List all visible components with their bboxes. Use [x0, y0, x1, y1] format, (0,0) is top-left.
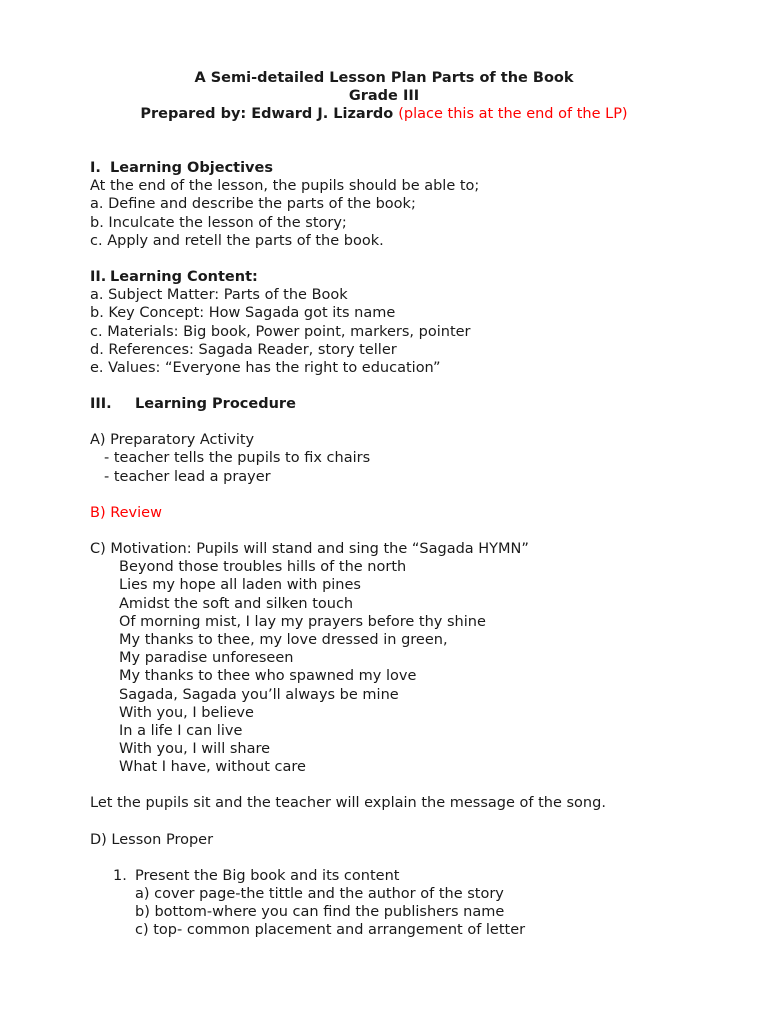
document-title: A Semi-detailed Lesson Plan Parts of the Book	[194, 70, 574, 86]
preparatory-item: - teacher lead a prayer	[104, 468, 271, 485]
motivation-after-text: Let the pupils sit and the teacher will explain the message of the song.	[90, 795, 606, 812]
review-label: B) Review	[90, 504, 162, 521]
song-lyric-line: Amidst the soft and silken touch	[119, 595, 354, 612]
preparatory-activity-label: A) Preparatory Activity	[90, 432, 255, 449]
section-heading-procedure: III. Learning Procedure	[90, 396, 296, 413]
grade-level: Grade III	[348, 88, 420, 105]
placement-note: (place this at the end of the LP)	[398, 106, 628, 123]
spacer	[90, 776, 730, 794]
song-lyric-line: My thanks to thee who spawned my love	[119, 668, 417, 685]
content-item: b. Key Concept: How Sagada got its name	[90, 305, 396, 322]
section-heading-objectives: I. Learning Objectives	[90, 160, 273, 176]
content-item: d. References: Sagada Reader, story teller	[90, 341, 397, 358]
song-lyric-line: My thanks to thee, my love dressed in green,	[119, 631, 448, 648]
spacer	[90, 849, 730, 867]
song-lyric-line: In a life I can live	[119, 722, 243, 739]
objective-item: c. Apply and retell the parts of the book.	[90, 232, 384, 249]
preparatory-item: - teacher tells the pupils to fix chairs	[104, 450, 371, 467]
document-body	[90, 159, 730, 940]
content-item: a. Subject Matter: Parts of the Book	[90, 287, 348, 304]
prepared-by: Prepared by: Edward J. Lizardo	[140, 106, 394, 123]
lesson-proper-label: D) Lesson Proper	[90, 831, 214, 848]
song-lyric-line: Lies my hope all laden with pines	[119, 577, 361, 594]
content-item: e. Values: “Everyone has the right to education”	[90, 359, 441, 376]
document-header	[0, 69, 768, 124]
motivation-label: C) Motivation: Pupils will stand and sing the “Sagada HYMN”	[90, 541, 529, 557]
song-lyric-line: What I have, without care	[119, 759, 306, 776]
song-lyric-line: Sagada, Sagada you’ll always be mine	[119, 686, 399, 703]
song-lyric-line: With you, I will share	[119, 741, 271, 758]
lesson-sub-item: c) top- common placement and arrangement of letter	[135, 922, 526, 939]
lesson-sub-item: b) bottom-where you can find the publishers name	[135, 904, 505, 921]
spacer	[90, 486, 730, 504]
song-lyric-line: Of morning mist, I lay my prayers before thy shine	[119, 613, 486, 630]
song-lyric-line: With you, I believe	[119, 704, 254, 721]
lesson-sub-item: a) cover page-the tittle and the author of the story	[135, 886, 504, 902]
spacer	[90, 250, 730, 268]
objective-item: b. Inculcate the lesson of the story;	[90, 214, 347, 231]
objective-item: a. Define and describe the parts of the book;	[90, 196, 416, 213]
section-heading-content: II. Learning Content:	[90, 268, 258, 285]
spacer	[90, 413, 730, 431]
spacer	[90, 813, 730, 831]
spacer	[90, 377, 730, 395]
song-lyric-line: Beyond those troubles hills of the north	[119, 559, 407, 576]
prepared-by-line	[0, 105, 768, 123]
objectives-intro: At the end of the lesson, the pupils should be able to;	[90, 178, 480, 195]
song-lyric-line: My paradise unforeseen	[119, 650, 294, 667]
content-item: c. Materials: Big book, Power point, markers, pointer	[90, 323, 471, 340]
lesson-step: 1. Present the Big book and its content	[113, 867, 400, 884]
spacer	[90, 522, 730, 540]
